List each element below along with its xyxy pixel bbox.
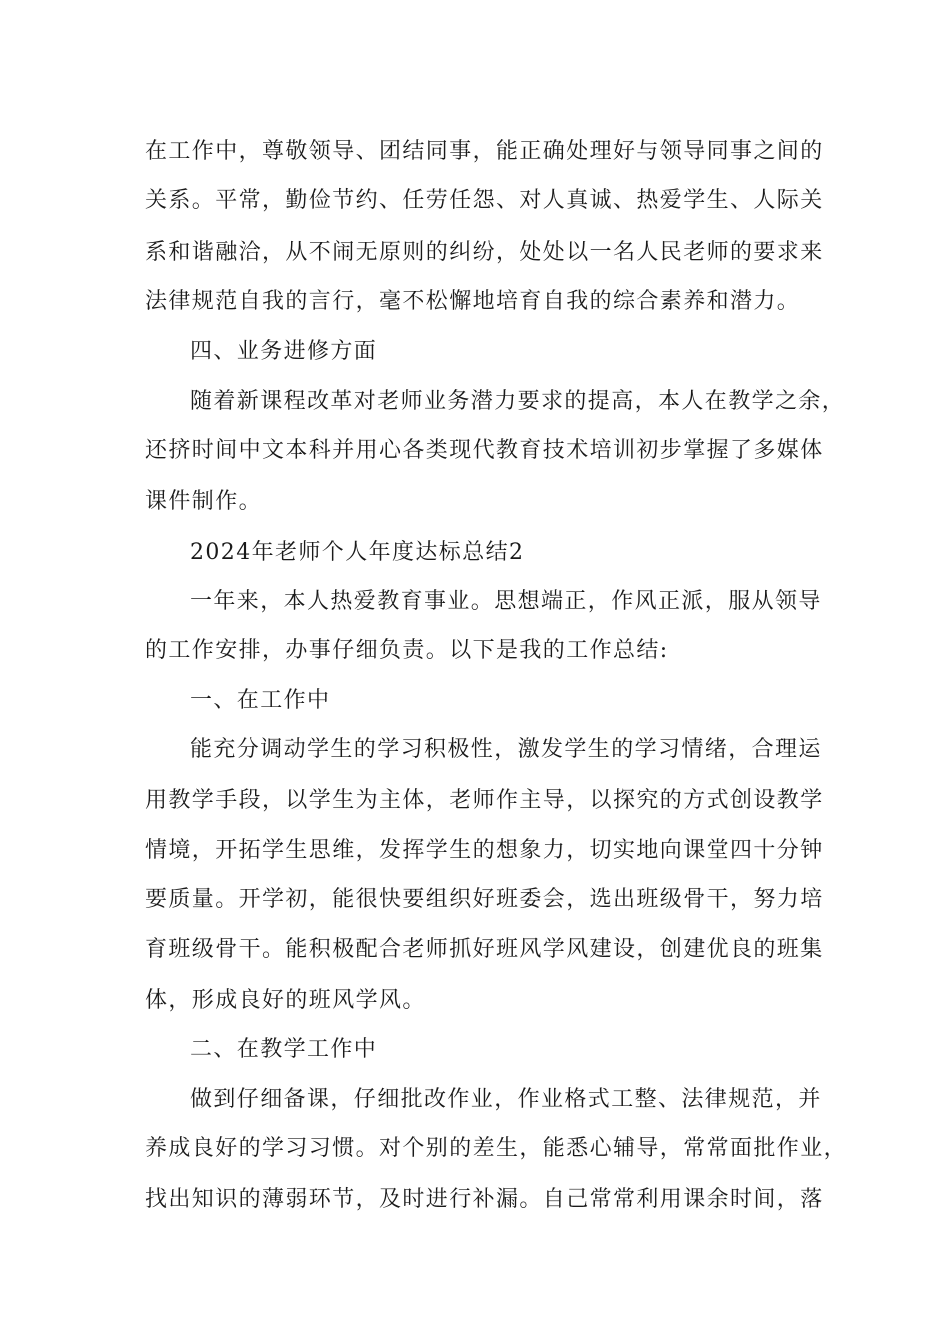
body-text-line: 还挤时间中文本科并用心各类现代教育技术培训初步掌握了多媒体: [145, 438, 824, 463]
body-text-line: 关系。平常，勤俭节约、任劳任怨、对人真诚、热爱学生、人际关: [145, 188, 824, 213]
body-text-line: 体，形成良好的班风学风。: [145, 988, 426, 1013]
body-text-line: 育班级骨干。能积极配合老师抓好班风学风建设，创建优良的班集: [145, 937, 824, 962]
section-heading: 四、业务进修方面: [190, 339, 378, 364]
body-text-line: 要质量。开学初，能很快要组织好班委会，选出班级骨干，努力培: [145, 887, 824, 912]
body-text-line: 课件制作。: [145, 489, 263, 514]
body-text-line: 找出知识的薄弱环节，及时进行补漏。自己常常利用课余时间，落: [145, 1187, 824, 1212]
body-text-line: 法律规范自我的言行，毫不松懈地培育自我的综合素养和潜力。: [145, 289, 801, 314]
body-text-line: 做到仔细备课，仔细批改作业，作业格式工整、法律规范，并: [190, 1087, 822, 1112]
body-text-line: 系和谐融洽，从不闹无原则的纠纷，处处以一名人民老师的要求来: [145, 240, 824, 265]
body-text-line: 的工作安排，办事仔细负责。以下是我的工作总结:: [145, 638, 669, 663]
body-text-line: 用教学手段，以学生为主体，老师作主导，以探究的方式创设教学: [145, 788, 824, 813]
body-text-line: 能充分调动学生的学习积极性，激发学生的学习情绪，合理运: [190, 737, 822, 762]
document-subtitle: 2024年老师个人年度达标总结2: [190, 540, 525, 565]
section-heading: 一、在工作中: [190, 688, 331, 713]
body-text-line: 情境，开拓学生思维，发挥学生的想象力，切实地向课堂四十分钟: [145, 838, 824, 863]
section-heading: 二、在教学工作中: [190, 1037, 378, 1062]
body-text-line: 养成良好的学习习惯。对个别的差生，能悉心辅导，常常面批作业，: [145, 1136, 848, 1161]
body-text-line: 随着新课程改革对老师业务潜力要求的提高，本人在教学之余，: [190, 389, 846, 414]
body-text-line: 在工作中，尊敬领导、团结同事，能正确处理好与领导同事之间的: [145, 139, 824, 164]
body-text-line: 一年来，本人热爱教育事业。思想端正，作风正派，服从领导: [190, 589, 822, 614]
